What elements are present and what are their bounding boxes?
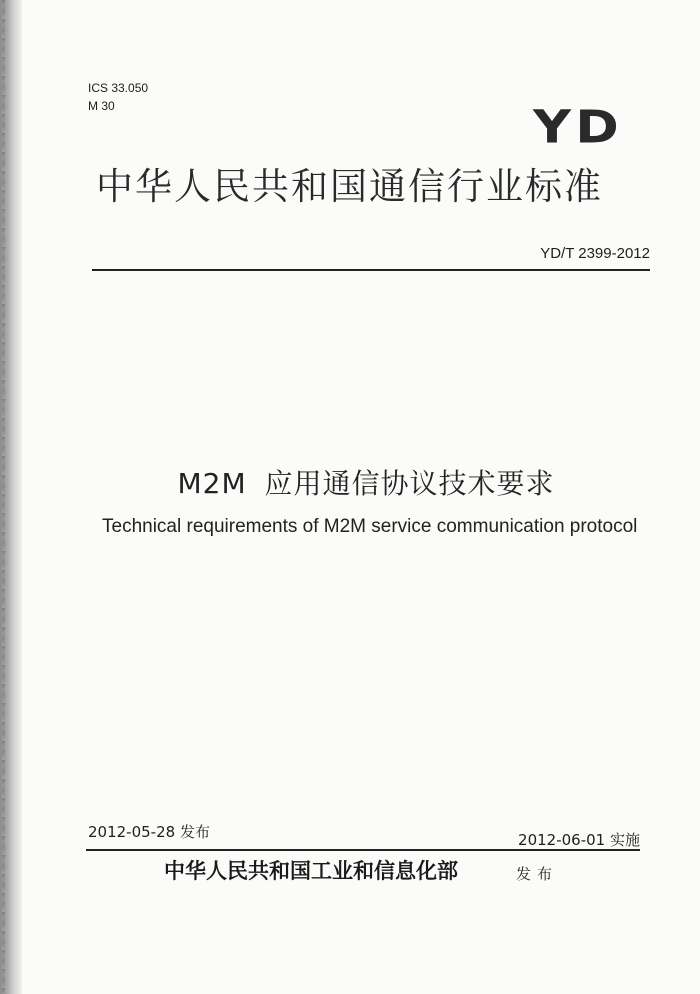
title-cn-prefix: M2M	[177, 467, 247, 500]
implementation-date: 2012-06-01 实施	[518, 831, 640, 849]
issue-date: 2012-05-28 发布	[88, 823, 210, 841]
issuer: 中华人民共和国工业和信息化部	[164, 858, 458, 883]
top-divider	[92, 269, 650, 271]
standard-title: 中华人民共和国通信行业标准	[96, 165, 603, 208]
bottom-divider	[86, 849, 640, 851]
title-cn-main: 应用通信协议技术要求	[264, 467, 555, 500]
issue-word: 发布	[516, 865, 559, 883]
yd-logo: YD	[533, 101, 624, 154]
document-title-en: Technical requirements of M2M service communication protocol	[102, 516, 638, 537]
ics-code: ICS 33.050	[88, 81, 149, 95]
document-title-cn	[0, 466, 700, 502]
ccs-code: M 30	[88, 99, 115, 113]
standard-number: YD/T 2399-2012	[540, 245, 650, 262]
